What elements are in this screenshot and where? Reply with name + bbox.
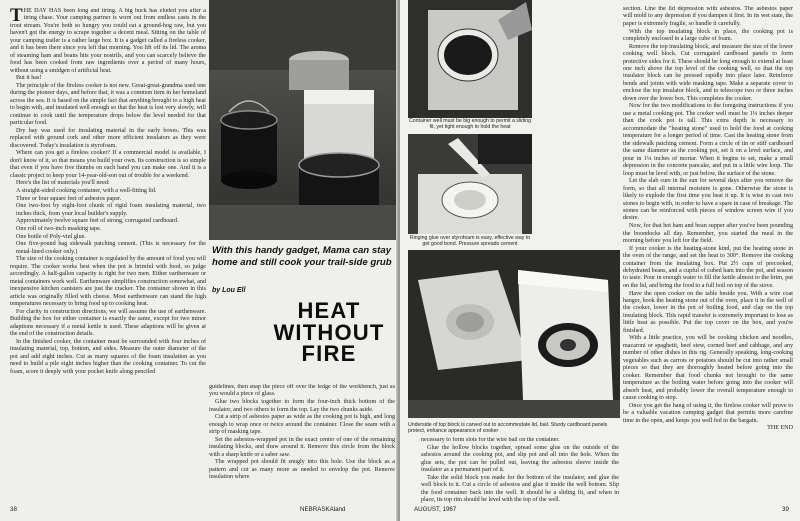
glue-ringing-image xyxy=(408,134,532,234)
paragraph xyxy=(209,399,395,414)
paragraph xyxy=(10,75,206,82)
paragraph-text: One two-foot by eight-foot chunk of rigid foam insulating material, two inches thick, from your local builder's supply. xyxy=(16,203,206,217)
paragraph-text: Here's the list of materials you'll need: xyxy=(16,180,110,187)
page-number-right: 39 xyxy=(782,506,789,513)
paragraph-text: The principle of the fireless cooker is not new. Great-great-grandma used one during the pioneer days, and before that, it was a common item in her homeland across the sea. It is based on the simple fact that anything brought to a high heat to begin with, and insulated well enough so that the heat is lost very slowly, will continue to cook until the temperature drops below the level needed for that particular food. xyxy=(10,82,206,127)
paragraph xyxy=(421,475,619,503)
glue-ringing-photo xyxy=(408,134,532,234)
paragraph xyxy=(209,437,395,459)
paragraph xyxy=(10,180,206,187)
the-end-mark xyxy=(623,425,793,432)
opening-photo xyxy=(209,0,398,240)
paragraph xyxy=(10,339,206,376)
headline-line-3: FIRE xyxy=(301,341,357,366)
paragraph-text: For clarity in construction directions, we will assume the use of earthenware. Building the box for either container is exactly the same, except for two minor adaptions necessary if a metal kettle is used. These adaptions will be given at the end of the construction details. xyxy=(10,308,206,338)
paragraph xyxy=(10,83,206,128)
caption-top-block: Underside of top block is carved out to accommodate lid, bail. Sturdy cardboard panels protect, enhance appearance of cooker xyxy=(408,422,608,435)
cooker-photo-image xyxy=(209,0,398,240)
article-column-2 xyxy=(209,384,395,502)
paragraph xyxy=(623,103,793,178)
paragraph-text: THE END xyxy=(767,425,793,432)
caption-container-well: Container well must be big enough to permit a sliding fit, yet tight enough to hold the heat xyxy=(409,118,531,131)
byline: by Lou Ell xyxy=(212,287,246,294)
paragraph-text: section. Line the lid depression with asbestos. The asbestos paper will mold to any depression if you dampen it first. In its wet state, the paper is extremely fragile, so handle it carefully. xyxy=(623,6,793,27)
paragraph xyxy=(10,150,206,180)
paragraph xyxy=(10,234,206,241)
paragraph xyxy=(10,309,206,339)
paragraph-text: One bottle of Poly-vinl glue. xyxy=(16,233,86,240)
top-block-photo xyxy=(408,250,620,418)
page-number-left: 38 xyxy=(10,506,17,513)
drop-cap: T xyxy=(10,8,23,26)
paragraph-text: In the finished cooker, the container must be surrounded with four inches of insulating material, top, bottom, and sides. Measure the outer diameter of the pot and add eight inches. Cut as many squares of the foam insulation as you need to build a pile eight inches higher than the cooking container. To cut the foam, score it deeply with your pocket knife along penciled xyxy=(10,338,206,375)
paragraph-text: Where can you get a fireless cooker? If a commercial model is available, I don't know of it, so that means you build your own. Its construction is so simple that even if you have five thumbs on each hand you can make one. And it is a classic project to keep your 14-year-old-son out of trouble for a weekend. xyxy=(10,150,206,179)
paragraph xyxy=(623,223,793,245)
paragraph-text: Let the slab cure in the sun for several days after you remove the form, so that all internal moisture is gone. Otherwise the stone is likely to explode the first time you heat it up. It is wise to cast two stones to begin with, in order to have a spare in case of breakage. The stones can be reinforced with pieces of window screen wire if you desire. xyxy=(623,178,793,222)
paragraph-text: Glue the hollow blocks together, spread some glue on the outside of the asbestos around the cooking pot, and slip pot and all into the hole. When the glue sets, the pot can be pulled out, leaving the asbestos sleeve inside the insulator as a permanent part of it. xyxy=(421,444,619,473)
paragraph-text: The size of the cooking container is regulated by the amount of food you will require. The cooker works best when the pot is brimful with food, so judge accordingly. A half-gallon capacity is right for two men. Either earthenware or metal containers work well. Earthenware simplifies construction somewhat, and inexpensive kitchen canisters are just the cracker. The container shown in this article was originally filled with cheese. Most earthenware can stand the high temperatures necessary to bring food up to cooking heat. xyxy=(10,256,206,308)
paragraph-text: Now, for that hot ham and bean supper after you've been pounding the boondocks all day. Remember, you started the meal in the morning before you left for the field. xyxy=(623,223,793,244)
article-column-3 xyxy=(421,437,619,503)
right-page xyxy=(400,0,800,521)
caption-glue-ringing: Ringing glue over styrofoam is easy, effective way to get good bond. Pressure spreads cement xyxy=(409,235,531,248)
paragraph-text: Cut a strip of asbestos paper as wide as the cooking pot is high, and long enough to wrap once or twice around the container. Close the seam with a strip of masking tape. xyxy=(209,414,395,436)
paragraph xyxy=(623,291,793,336)
paragraph-text: Dry hay was used for insulating material in the early boxes. This was replaced with ground cork and other more efficient insulators as they were discovered. Today's insulation is styrofoam. xyxy=(10,127,206,149)
paragraph xyxy=(10,128,206,150)
paragraph xyxy=(623,246,793,291)
paragraph xyxy=(10,188,206,195)
paragraph xyxy=(209,414,395,436)
paragraph xyxy=(10,203,206,218)
paragraph-text: One roll of two-inch masking tape. xyxy=(16,226,102,233)
paragraph xyxy=(10,218,206,225)
article-headline xyxy=(260,300,398,365)
paragraph-text: Set the asbestos-wrapped pot in the exact center of one of the remaining insulating blocks, and draw around it. Remove this circle from the block with a sharp knife or a saber saw. xyxy=(209,436,395,458)
paragraph xyxy=(623,6,793,28)
paragraph xyxy=(623,44,793,104)
paragraph xyxy=(623,403,793,425)
paragraph-text: One five-pound bag sidewalk patching cement. (This is necessary for the metal-lined cooker only.) xyxy=(16,241,206,255)
paragraph xyxy=(10,241,206,256)
article-column-4 xyxy=(623,6,793,504)
paragraph-text: guidelines, then snap the piece off over the ledge of the workbench, just as you would a piece of glass. xyxy=(209,384,395,398)
paragraph xyxy=(10,256,206,308)
article-deck: With this handy gadget, Mama can stay home and still cook your trail-side grub xyxy=(212,245,392,268)
headline-line-2: WITHOUT xyxy=(273,319,385,345)
paragraph-text: But it has! xyxy=(16,75,42,82)
paragraph xyxy=(209,459,395,481)
paragraph-text: Remove the top insulating block, and measure the size of the lower cooking well block. Cut corrugated cardboard panels to form protective sides for it. These should be long enough to extend at least one inch above the top level of the cooking well, so that the top insulator block can be pressed rapidly into place later. Reinforce bends and joints with wide masking tape. Make a separate cover to enclose the top insulator block, and to telescope two or three inches down over the lower box. This completes the cooker. xyxy=(623,43,793,102)
paragraph xyxy=(623,335,793,402)
paragraph-text: A straight-sided cooking container, with a well-fitting lid. xyxy=(16,188,157,194)
paragraph-text: HE DAY HAS been long and tiring. A big buck has eluded you after a tiring chase. Your camping partner is worn out from endless casts in the trout stream. You're both so hungry you could eat a ground-hog raw, but you haven't got the energy to scrape together a decent meal. Sitting on the table of your camping trailer is a rather large box. It is a gadget called a fireless cooker, and it has been there since you left that morning. You lift off its lid. The aroma of steaming ham and beans hits your nostrils, and you can scarcely believe the food has been cooked from raw ingredients over a period of many hours, without using a smidgen of artificial heat. xyxy=(10,8,206,74)
container-well-photo xyxy=(408,0,532,118)
paragraph xyxy=(10,8,206,75)
paragraph xyxy=(10,226,206,233)
issue-date: AUGUST, 1967 xyxy=(414,506,457,513)
paragraph-text: Once you get the hang of using it, the fireless cooker will prove to be a valuable vacation camping gadget that permits more carefree time in the open, and keeps you well fed in the bargain. xyxy=(623,402,793,424)
paragraph-text: Three or four square feet of asbestos paper. xyxy=(16,195,122,202)
paragraph xyxy=(10,196,206,203)
paragraph-text: Approximately twelve square feet of strong, corrugated cardboard. xyxy=(16,218,179,225)
paragraph-text: The wrapped pot should fit snugly into this hole. Use the block as a pattern and cut as many more as needed to envelop the pot. Remove insulation where xyxy=(209,459,395,481)
magazine-name: NEBRASKAland xyxy=(300,506,346,513)
paragraph-text: Take the solid block you made for the bottom of the insulator, and glue the well block to it. Cut a circle of asbestos and glue it inside the well bottom. Slip the food container back into the well. It should be a sliding fit, and when in place, its top rim should be level with the top of the well. xyxy=(421,474,619,503)
paragraph xyxy=(209,384,395,399)
top-block-image xyxy=(408,250,620,418)
paragraph-text: necessary to form slots for the wire bail on the container. xyxy=(421,437,560,443)
paragraph-text: With a little practice, you will be cooking chicken and noodles, macaroni or spaghetti, beef stew, corned beef and cabbage, and any number of other dishes in this rig. Generally speaking, long-cooking vegetables such as carrots or potatoes should be cut into rather small pieces so that they are thoroughly heated before going into the cooker. Remember that food chunks not brought to the same temperature as the boiling water before going into the cooker will absorb heat, and probably lower the overall temperature enough to cause cooking to stop. xyxy=(623,335,793,402)
paragraph-text: With the top insulating block in place, the cooking pot is completely enclosed in a large cube of foam. xyxy=(623,28,793,42)
paragraph xyxy=(421,437,619,444)
paragraph xyxy=(623,178,793,223)
paragraph-text: Now for the two modifications to the foregoing instructions if you use a metal cooking pot. The cooker well must be 1¼ inches deeper than the cook pot is tall. This extra depth is necessary to accommodate the "heating stone" used to hold the food at cooking temperature for a longer period of time. Cast the heating stone from the sidewalk patching cement. Form a circle of tin or stiff cardboard the same diameter as the cooking pot, set it on a level surface, and pour in 1¼ inches of mortar. When it begins to set, make a small depression in the concrete pancake, and put in a little wire loop. The loop must be level with, or just below, the surface of the stone. xyxy=(623,103,793,177)
paragraph xyxy=(421,445,619,475)
paragraph-text: Glue two blocks together to form the four-inch thick bottom of the insulator, and two others to form the top. Lay the two chunks aside. xyxy=(209,399,395,413)
headline-line-1: HEAT xyxy=(297,298,361,323)
paragraph-text: Have the open cooker on the table beside you. With a wire coat hanger, hook the heating stone out of the oven, place it in the well of the cooker, lower in the pot of boiling food, and clap on the top insulating block. This rapid transfer is extremely important to lose as little heat as possible. Put the top cover on the box, and you're finished. xyxy=(623,290,793,334)
paragraph xyxy=(623,29,793,44)
paragraph-text: If your cooker is the heating-stone kind, put the heating stone in the oven of the range, and set the heat to 300°. Remove the cooking container from the insulating box. Put 2½ cups of precooked, dehydrated beans, and a cupful of cubed ham into the pot, and season to taste. Pour in enough water to fill the kettle almost to the brim, put on the lid, and bring the food to a full boil on top of the stove. xyxy=(623,245,793,289)
left-page xyxy=(0,0,398,521)
container-well-image xyxy=(408,0,532,118)
article-column-1 xyxy=(10,8,206,502)
